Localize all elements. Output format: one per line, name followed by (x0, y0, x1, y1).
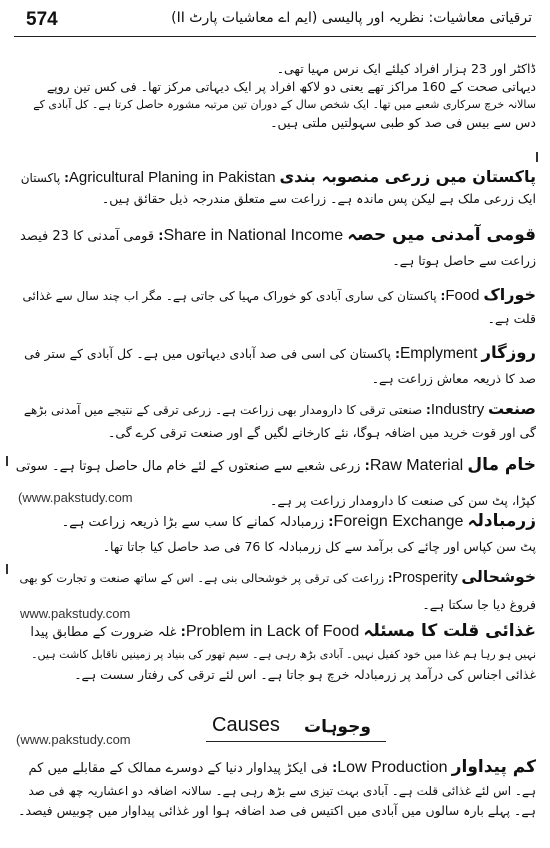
intro-line: ڈاکٹر اور 23 ہزار افراد کیلئے ایک نرس مہیا تھی۔ (276, 61, 536, 76)
entry-body-line: غذائی اجناس کی درآمد پر زرمبادلہ خرچ ہو جاتا ہے۔ اس لئے ترقی کی رفتار سست ہے۔ (74, 667, 536, 682)
entry-urdu-heading: قومی آمدنی میں حصہ (347, 225, 536, 245)
entry-first-line: فی ایکڑ پیداوار دنیا کے دوسرے ممالک کے مقابلے میں کم (28, 761, 328, 776)
entry-heading-national-income: قومی آمدنی میں حصہ Share in National Income: قومی آمدنی کا 23 فیصد (20, 225, 536, 245)
entry-urdu-heading: خام مال (467, 455, 536, 475)
entry-urdu-heading: زرمبادلہ (467, 511, 536, 531)
entry-first-line: قومی آمدنی کا 23 فیصد (20, 229, 155, 244)
entry-first-line: زرمبادلہ کمانے کا سب سے بڑا ذریعہ زراعت ہے۔ (61, 515, 325, 530)
entry-heading-foreign-exchange: زرمبادلہ Foreign Exchange: زرمبادلہ کمانے کا سب سے بڑا ذریعہ زراعت ہے۔ (61, 511, 536, 531)
entry-urdu-heading: کم پیداوار (451, 757, 536, 777)
entry-body-line: ایک زرعی ملک ہے لیکن پس ماندہ ہے۔ زراعت سے متعلق مندرجہ ذیل حقائق ہیں۔ (101, 191, 536, 206)
entry-heading-employment: روزگار Emplyment: پاکستان کی اسی فی صد آبادی دیہاتوں میں ہے۔ کل آبادی کے ستر فی (24, 343, 536, 362)
entry-body-line: صد کا ذریعہ معاش زراعت ہے۔ (371, 371, 536, 386)
watermark-text: www.pakstudy.com (20, 606, 131, 621)
entry-body-line: زراعت سے حاصل ہوتا ہے۔ (392, 253, 536, 268)
entry-body-line: گی اور قوت خرید میں اضافہ ہوگا، نئے کارخانے لگیں گے اور صنعت ترقی کرے گی۔ (108, 425, 536, 440)
entry-english-term: Food (445, 287, 480, 304)
margin-mark (6, 564, 14, 574)
page-number: 574 (26, 9, 58, 30)
entry-first-line: زرعی شعبے سے صنعتوں کے لئے خام مال حاصل ہوتا ہے۔ سوتی (15, 459, 361, 474)
entry-english-term: Raw Material (369, 457, 464, 474)
entry-body-line: کپڑا، پٹ سن کی صنعت کا دارومدار زراعت پر ہے۔ (270, 493, 536, 508)
entry-english-term: Industry (430, 401, 485, 418)
entry-english-term: Problem in Lack of Food (185, 623, 360, 640)
entry-urdu-heading: روزگار (481, 343, 536, 362)
section-heading-english: Causes (212, 714, 280, 736)
entry-urdu-heading: خوشحالی (461, 568, 536, 586)
entry-heading-food-problem: غذائی قلت کا مسئلہ Problem in Lack of Food: غلہ ضرورت کے مطابق پیدا (30, 621, 536, 641)
entry-english-term: Emplyment (399, 345, 478, 362)
entry-heading-agriculture: پاکستان میں زرعی منصوبہ بندی Agricultural Planing in Pakistan: پاکستان (20, 167, 536, 186)
entry-body-line: نہیں ہو رہا ہم غذا میں خود کفیل نہیں۔ آبادی بڑھ رہی ہے۔ سیم تھور کی بنیاد پر زمینیں ناقابل کاشت ہیں۔ (31, 648, 536, 661)
entry-body-line: ہے۔ پہلے بارہ سالوں میں آبادی میں اکتیس فی صد اضافہ ہوا اور غذائی پیداوار میں چوبیس فیصد۔ (18, 803, 536, 818)
entry-heading-industry: صنعت Industry: صنعتی ترقی کا دارومدار بھی زراعت ہے۔ زرعی ترقی کے نتیجے میں آمدنی بڑھے (23, 399, 536, 418)
entry-urdu-heading: غذائی قلت کا مسئلہ (363, 621, 536, 641)
entry-english-term: Low Production (337, 759, 448, 776)
entry-body-line: قلت ہے۔ (487, 311, 536, 326)
entry-first-line: زراعت کی ترقی پر خوشحالی بنی ہے۔ اس کے ساتھ صنعت و تجارت کو بھی (19, 571, 385, 585)
watermark-text: (www.pakstudy.com (16, 732, 131, 747)
entry-english-term: Share in National Income (163, 227, 344, 244)
margin-mark (536, 152, 544, 162)
entry-english-term: Foreign Exchange (333, 513, 464, 530)
entry-body-line: پٹ سن کپاس اور چائے کی برآمد سے کل زرمبادلہ کا 76 فی صد حاصل کیا جاتا تھا۔ (102, 539, 536, 554)
watermark-text: (www.pakstudy.com (18, 490, 133, 505)
entry-heading-low-production: کم پیداوار Low Production: فی ایکڑ پیداوار دنیا کے دوسرے ممالک کے مقابلے میں کم (28, 757, 536, 777)
entry-heading-prosperity: خوشحالی Prosperity: زراعت کی ترقی پر خوشحالی بنی ہے۔ اس کے ساتھ صنعت و تجارت کو بھی (19, 568, 536, 586)
entry-english-term: Prosperity (392, 570, 458, 586)
entry-urdu-heading: خوراک (483, 285, 536, 304)
entry-first-line: پاکستان (20, 171, 61, 185)
entry-first-line: صنعتی ترقی کا دارومدار بھی زراعت ہے۔ زرعی ترقی کے نتیجے میں آمدنی بڑھے (23, 403, 423, 417)
running-head: ترقیاتی معاشیات: نظریہ اور پالیسی (ایم اے معاشیات پارٹ II) (171, 10, 532, 26)
entry-first-line: غلہ ضرورت کے مطابق پیدا (30, 625, 177, 640)
intro-line: دس سے بیس فی صد کو طبی سہولتیں ملتی ہیں۔ (270, 115, 536, 130)
margin-mark (6, 456, 14, 466)
entry-first-line: پاکستان کی ساری آبادی کو خوراک مہیا کی جاتی ہے۔ مگر اب چند سال سے غذائی (22, 289, 437, 303)
entry-english-term: Agricultural Planing in Pakistan (68, 169, 276, 186)
intro-line: سالانہ خرچ سرکاری شعبے میں تھا۔ ایک شخص سال کے دوران تین مرتبہ مشورہ حاصل کرتا ہے۔ کل آبادی کے (33, 98, 536, 111)
entry-first-line: پاکستان کی اسی فی صد آبادی دیہاتوں میں ہے۔ کل آبادی کے ستر فی (24, 346, 391, 361)
intro-line: دیہاتی صحت کے 160 مراکز تھے یعنی دو لاکھ افراد پر ایک دیہاتی مرکز تھا۔ فی کس تین روپے (46, 79, 536, 94)
section-heading-underline (206, 741, 386, 742)
section-heading-urdu: وجوہات (304, 717, 371, 737)
entry-body-line: فروغ دیا جا سکتا ہے۔ (422, 597, 536, 612)
entry-heading-raw-material: خام مال Raw Material: زرعی شعبے سے صنعتوں کے لئے خام مال حاصل ہوتا ہے۔ سوتی (15, 455, 536, 475)
entry-heading-food: خوراک Food: پاکستان کی ساری آبادی کو خوراک مہیا کی جاتی ہے۔ مگر اب چند سال سے غذائی (22, 285, 536, 304)
entry-body-line: ہے۔ اس لئے غذائی قلت ہے۔ آبادی بہت تیزی سے بڑھ رہی ہے۔ سالانہ اضافہ دو اعشاریہ چھ فی صد (28, 784, 536, 798)
entry-urdu-heading: پاکستان میں زرعی منصوبہ بندی (279, 167, 536, 186)
entry-urdu-heading: صنعت (488, 399, 536, 418)
